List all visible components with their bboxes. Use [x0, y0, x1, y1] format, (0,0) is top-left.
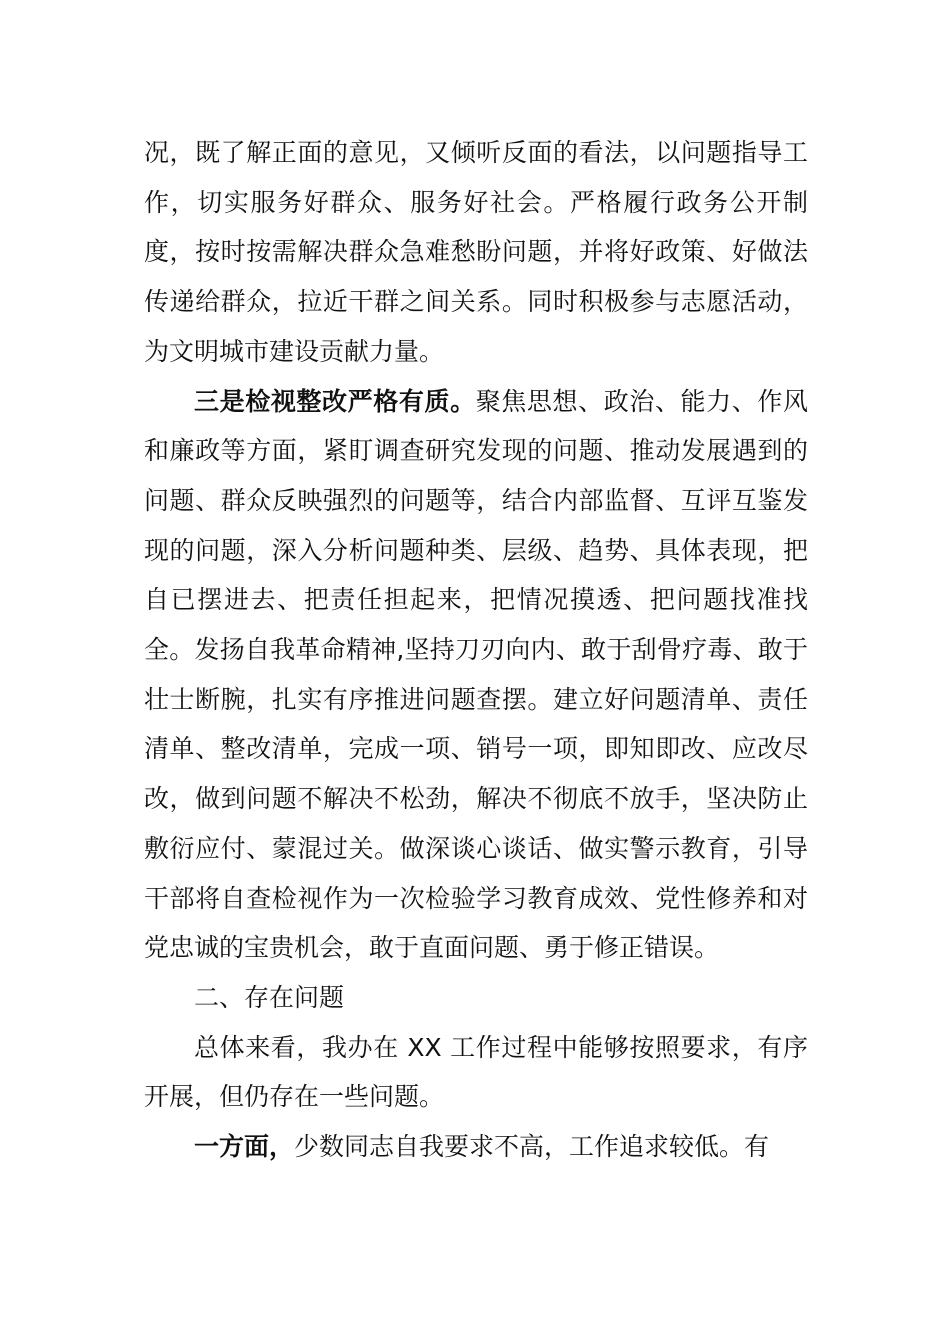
document-page	[144, 128, 808, 1172]
paragraph-heading-first-aspect: 一方面，	[194, 1132, 295, 1162]
paragraph-heading-inspection: 三是检视整改严格有质。	[194, 386, 476, 416]
paragraph-inspection-rectification	[144, 377, 808, 973]
paragraph-first-aspect	[144, 1122, 808, 1172]
section-title-existing-problems: 二、存在问题	[194, 982, 345, 1012]
paragraph-body-inspection: 聚焦思想、政治、能力、作风和廉政等方面，紧盯调查研究发现的问题、推动发展遇到的问题、群众反映强烈的问题等，结合内部监督、互评互鉴发现的问题，深入分析问题种类、层级、趋势、具体表现，把自已摆进去、把责任担起来，把情况摸透、把问题找准找全。发扬自我革命精神,坚持刀刃向内、敢于刮骨疗毒、敢于壮士断腕，扎实有序推进问题查摆。建立好问题清单、责任清单、整改清单，完成一项、销号一项，即知即改、应改尽改，做到问题不解决不松劲，解决不彻底不放手，坚决防止敷衍应付、蒙混过关。做深谈心谈话、做实警示教育，引导干部将自查检视作为一次检验学习教育成效、党性修养和对党忠诚的宝贵机会，敢于直面问题、勇于修正错误。	[144, 386, 808, 963]
paragraph-overall-summary: 总体来看，我办在 XX 工作过程中能够按照要求，有序开展，但仍存在一些问题。	[144, 1032, 808, 1112]
paragraph-body-first-aspect: 少数同志自我要求不高，工作追求较低。有	[294, 1132, 770, 1162]
paragraph-public-service: 况，既了解正面的意见，又倾听反面的看法，以问题指导工作，切实服务好群众、服务好社会。严格履行政务公开制度，按时按需解决群众急难愁盼问题，并将好政策、好做法传递给群众，拉近干群之间关系。同时积极参与志愿活动，为文明城市建设贡献力量。	[144, 138, 808, 366]
